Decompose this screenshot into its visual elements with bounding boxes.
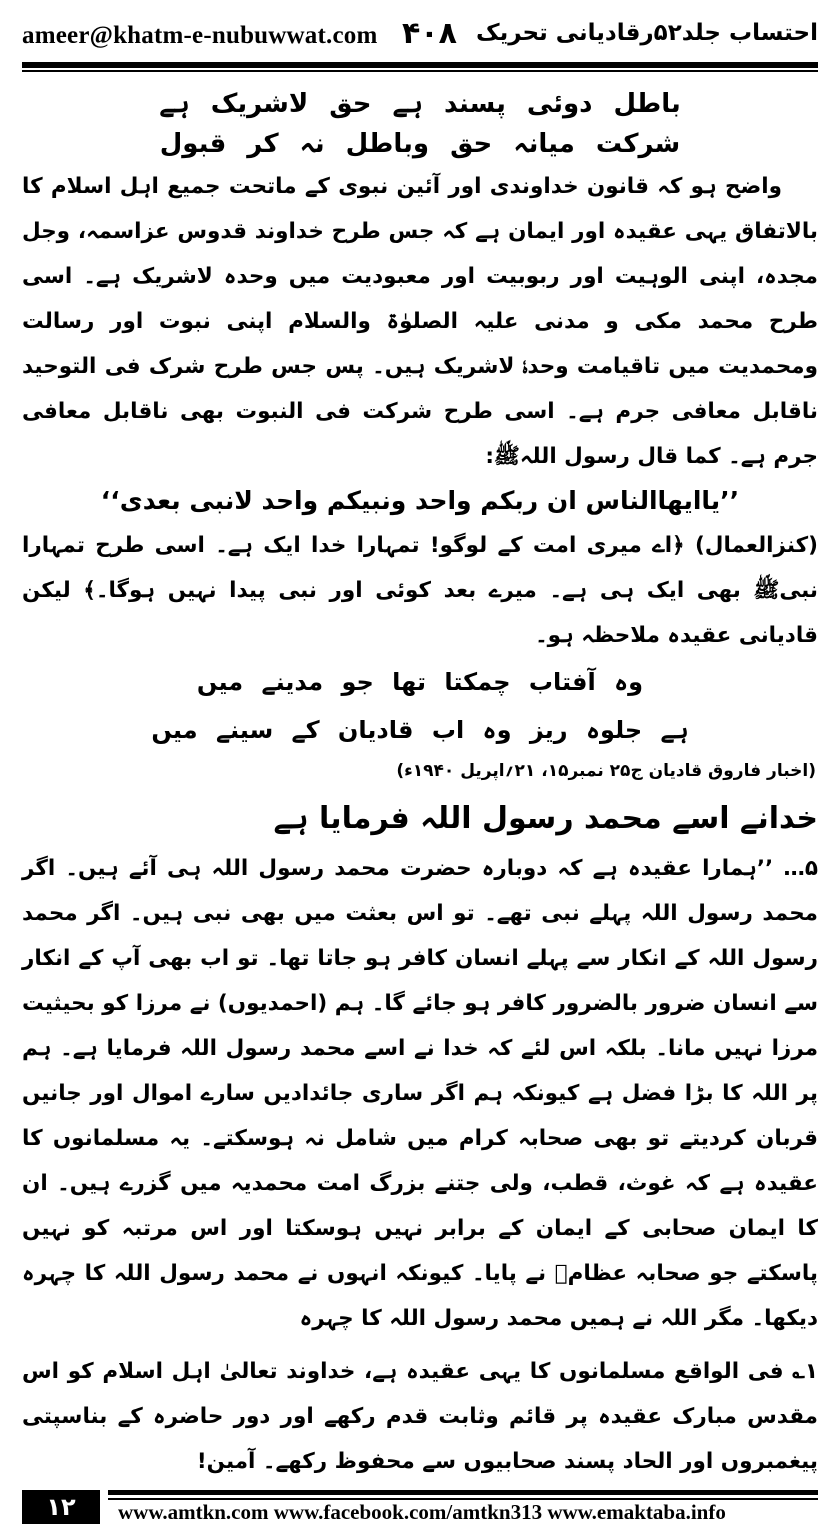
footnote-gap [22,1341,818,1349]
verse-line-1: باطل دوئی پسند ہے حق لاشریک ہے [159,89,681,119]
footer-links: www.amtkn.com www.facebook.com/amtkn313 www.emaktaba.info [118,1500,726,1524]
header-rule-thick [22,62,818,68]
item-number: ۵… [783,856,818,881]
poem-line-2: ہے جلوہ ریز وہ اب قادیان کے سینے میں [151,716,689,744]
footer-rule-thick [108,1490,818,1495]
page-body [22,84,818,1484]
paragraph-2: (کنزالعمال) ﴿اے میری امت کے لوگو! تمہارا خدا ایک ہے۔ اسی طرح تمہارا نبیﷺ بھی ایک ہی ہے۔ میرے بعد کوئی اور نبی پیدا نہیں ہوگا۔﴾ لیکن قادیانی عقیدہ ملاحظہ ہو۔ [22,533,818,648]
paragraph-3-text: ’’ہمارا عقیدہ ہے کہ دوبارہ حضرت محمد رسول اللہ ہی آئے ہیں۔ اگر محمد رسول اللہ پہلے نبی تھے۔ تو اس بعثت میں بھی نبی ہیں۔ اگر محمد رسول اللہ کے انکار سے پہلے انسان کافر ہو جاتا تھا۔ تو اب بھی آپ کے انکار سے انسان ضرور بالضرور کافر ہو جائے گا۔ ہم (احمدیوں) نے مرزا کو بحیثیت مرزا نہیں مانا۔ بلکہ اس لئے کہ خدا نے اسے محمد رسول اللہ فرمایا ہے۔ ہم پر اللہ کا بڑا فضل ہے کیونکہ ہم اگر ساری جائدادیں سارے اموال اور جانیں قربان کردیتے تو بھی صحابہ کرام میں شامل نہ ہوسکتے۔ یہ مسلمانوں کا عقیدہ ہے کہ غوث، قطب، ولی جتنے بزرگ امت محمدیہ میں گزرے ہیں۔ ان کا ایمان صحابی کے ایمان کے برابر نہیں ہوسکتا اور اس مرتبہ کو نہیں پاسکتے جو صحابہ عظامؓ نے پایا۔ کیونکہ انہوں نے محمد رسول اللہ کا چہرہ دیکھا۔ مگر اللہ نے ہمیں محمد رسول اللہ کا چہرہ [22,856,818,1331]
footnote: ۱؎ فی الواقع مسلمانوں کا یہی عقیدہ ہے، خداوند تعالیٰ اہل اسلام کو اس مقدس مبارک عقیدہ پر قائم وثابت قدم رکھے اور دور حاضرہ کے بناسپتی پیغمبروں اور الحاد پسند صحابیوں سے محفوظ رکھے۔ آمین! [22,1359,818,1474]
page-header [22,18,818,60]
reference-citation: (اخبار فاروق قادیان ج۲۵ نمبر۱۵، ۲۱؍اپریل ۱۹۴۰ء) [396,761,816,781]
header-rule-thin [22,70,818,72]
paragraph-1: واضح ہو کہ قانون خداوندی اور آئین نبوی کے ماتحت جمیع اہل اسلام کا بالاتفاق یہی عقیدہ اور ایمان ہے کہ جس طرح خداوند قدوس عزاسمہ، وجل مجدہ، اپنی الوہیت اور ربوبیت اور معبودیت میں وحدہ لاشریک ہے۔ اسی طرح محمد مکی و مدنی علیہ الصلوٰۃ والسلام اپنی نبوت اور رسالت ومحمدیت میں تاقیامت وحدہٗ لاشریک ہیں۔ پس جس طرح شرک فی التوحید ناقابل معافی جرم ہے۔ اسی طرح شرکت فی النبوت بھی ناقابل معافی جرم ہے۔ کما قال رسول اللہﷺ: [22,174,818,469]
footer-page-number: ۱۲ [22,1490,100,1524]
section-heading: خدانے اسے محمد رسول اللہ فرمایا ہے [273,801,818,836]
poem-line-1: وہ آفتاب چمکتا تھا جو مدینے میں [196,668,644,696]
header-email: ameer@khatm-e-nubuwwat.com [22,22,378,49]
paragraph-3 [22,846,818,1341]
page-footer [22,1490,818,1524]
header-page-number: ۴۰۸ [402,16,457,51]
arabic-hadith: ’’یاایھاالناس ان ربکم واحد ونبیکم واحد لانبی بعدی‘‘ [100,486,740,515]
header-book-title: احتساب جلد۵۲رقادیانی تحریک [476,20,818,46]
verse-line-2: شرکت میانہ حق وباطل نہ کر قبول [159,129,681,159]
